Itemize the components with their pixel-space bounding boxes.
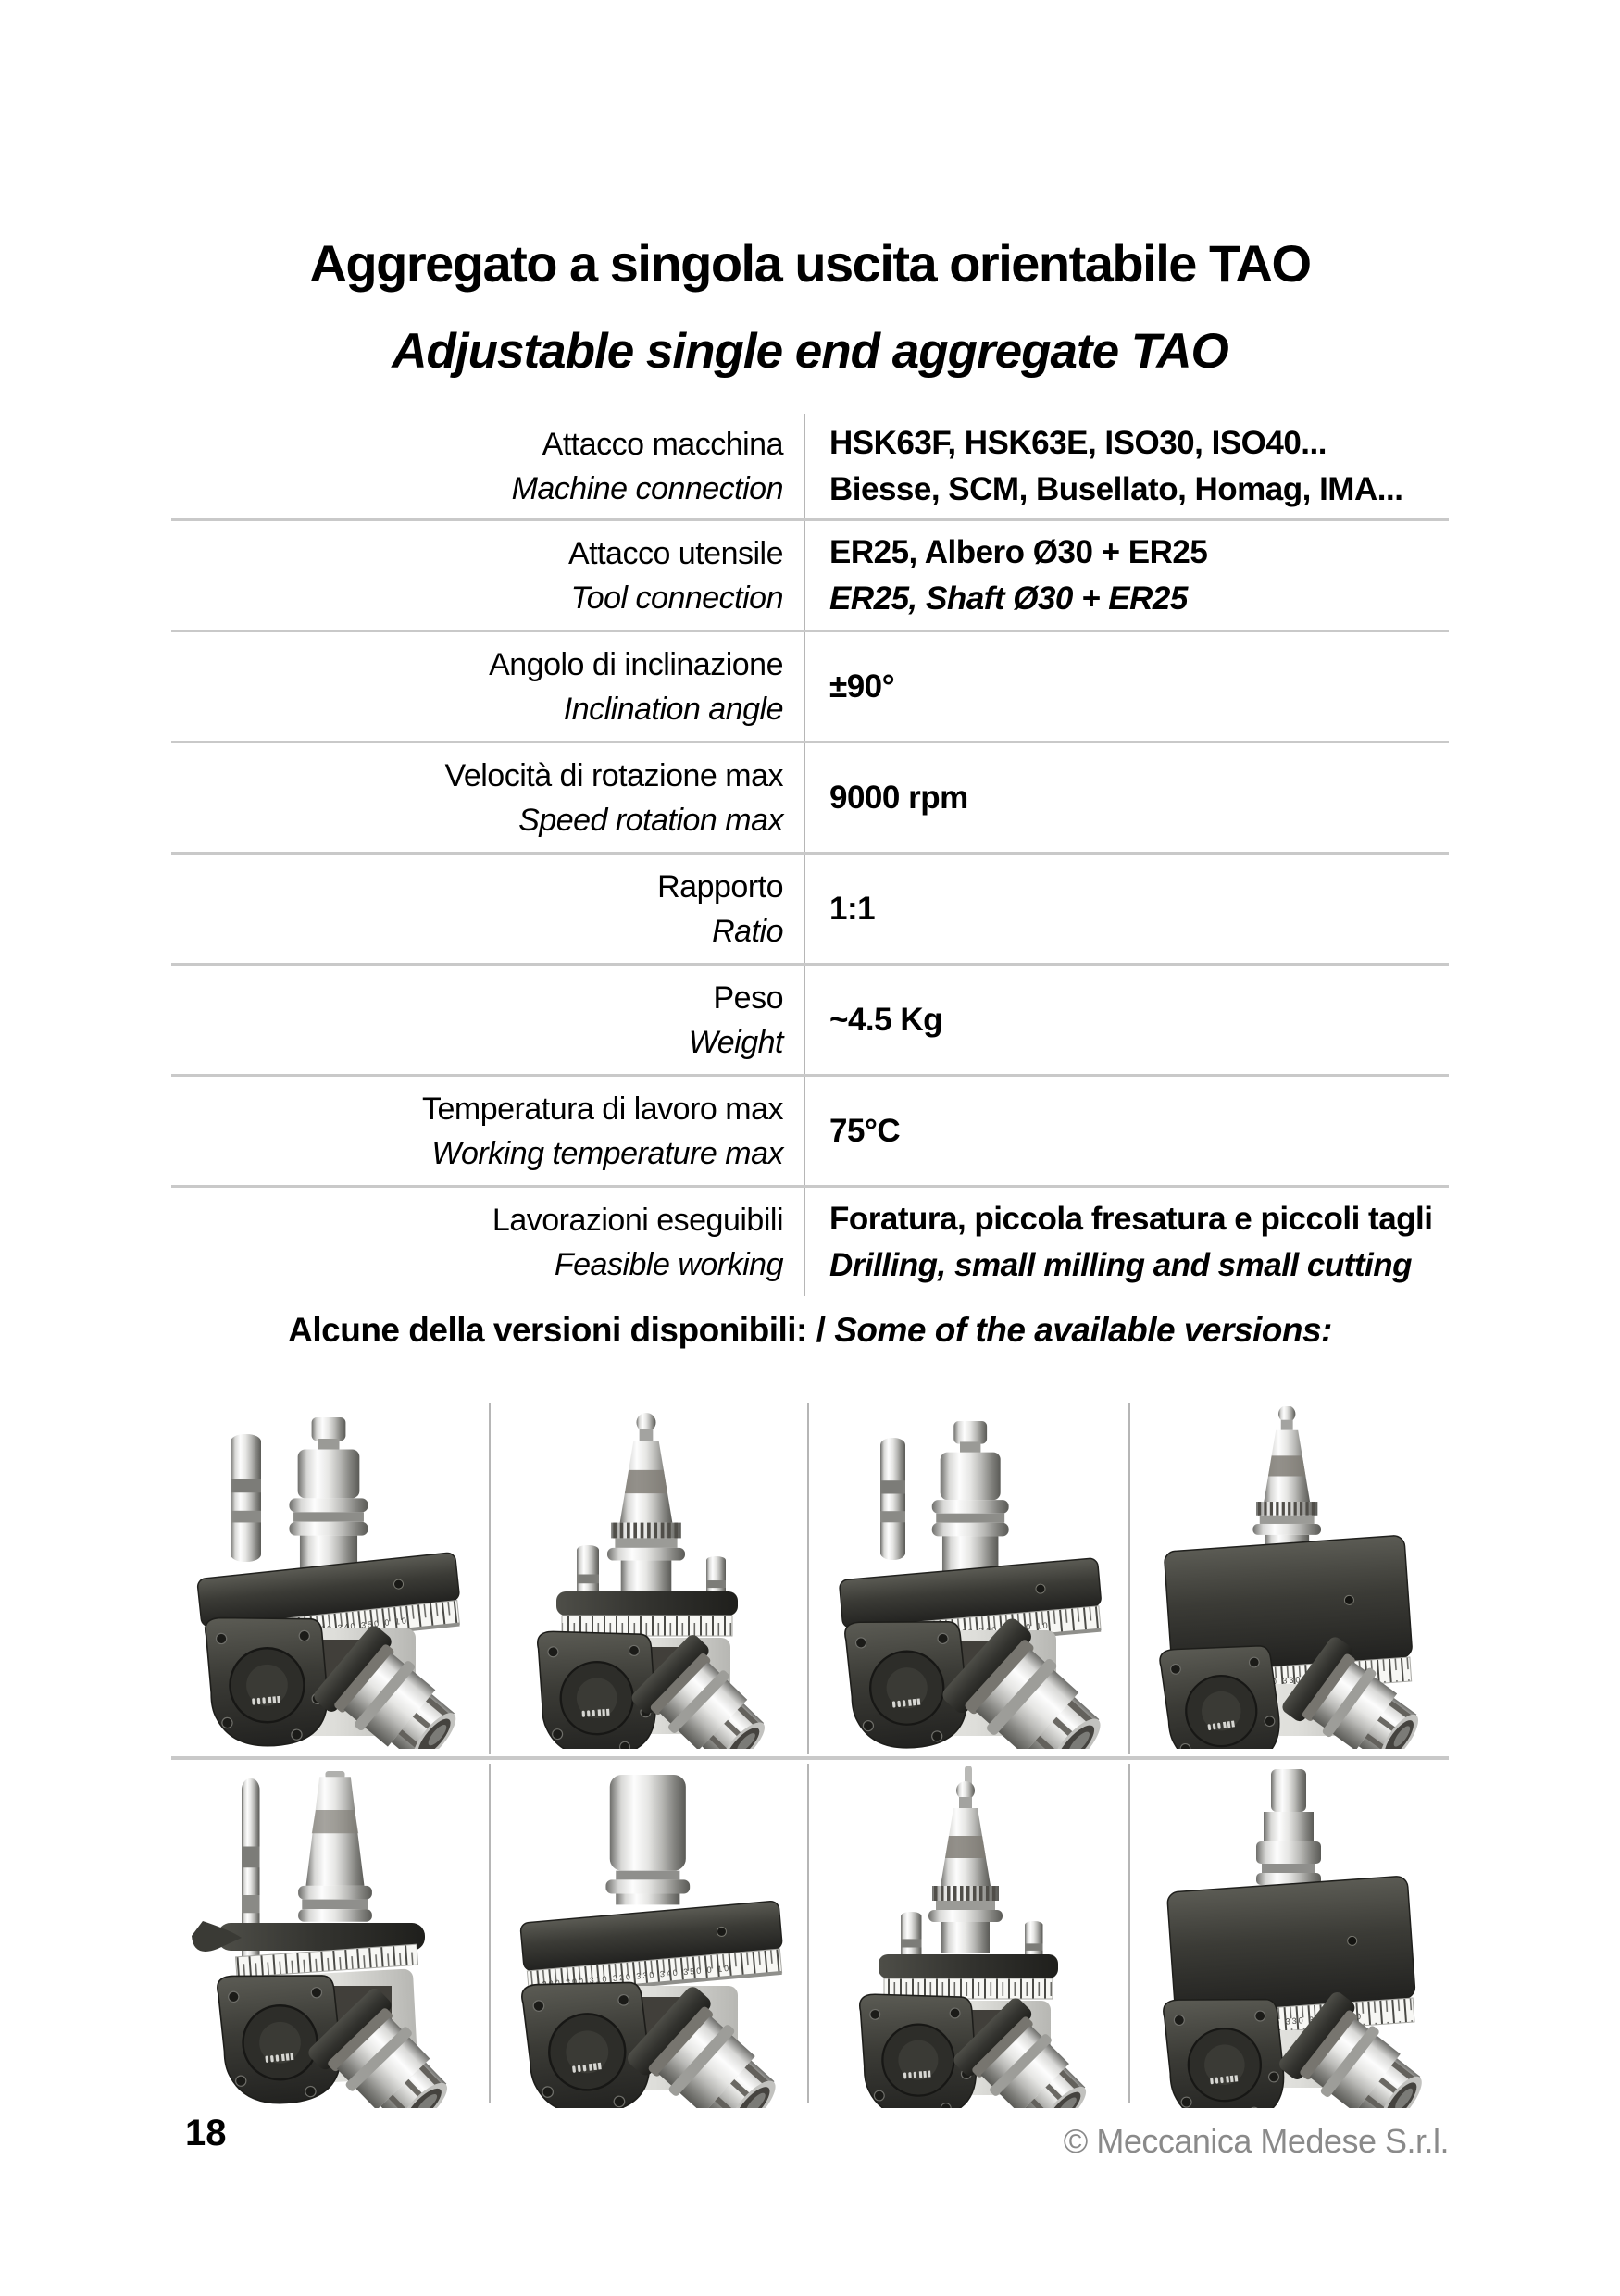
product-photo-2: [495, 1406, 801, 1749]
angle-head-illustration: [177, 1406, 482, 1749]
gallery-row-divider: [171, 1756, 1449, 1760]
angle-head-illustration: [1136, 1406, 1441, 1749]
spec-value: ±90°: [829, 668, 895, 705]
spec-value: 1:1: [829, 890, 876, 927]
spec-label: Lavorazioni eseguibili Feasible working: [171, 1188, 805, 1296]
product-photo-6: [495, 1766, 801, 2108]
spec-label: Rapporto Ratio: [171, 855, 805, 963]
spec-row: [171, 741, 1449, 852]
gallery-column-divider: [807, 1764, 809, 2103]
spec-label: Peso Weight: [171, 966, 805, 1074]
spec-value: ER25, Albero Ø30 + ER25 ER25, Shaft Ø30 + ER25: [829, 533, 1208, 617]
copyright-notice: © Meccanica Medese S.r.l.: [1063, 2122, 1449, 2160]
spec-row: [171, 963, 1449, 1074]
angle-head-illustration: [495, 1766, 801, 2108]
spec-value: ~4.5 Kg: [829, 1001, 942, 1038]
gallery-column-divider: [489, 1764, 491, 2103]
spec-value: 75°C: [829, 1112, 901, 1149]
spec-row: [171, 1185, 1449, 1296]
spec-row: [171, 414, 1449, 518]
versions-gallery: [171, 1393, 1449, 2103]
product-photo-8: [1136, 1766, 1441, 2108]
product-photo-4: [1136, 1406, 1441, 1749]
gallery-column-divider: [807, 1403, 809, 1754]
spec-row: [171, 852, 1449, 963]
gallery-column-divider: [1128, 1403, 1130, 1754]
spec-row: [171, 518, 1449, 630]
angle-head-illustration: [1136, 1766, 1441, 2108]
product-photo-5: [177, 1766, 482, 2108]
spec-label: Attacco utensile Tool connection: [171, 521, 805, 630]
angle-head-illustration: [816, 1406, 1121, 1749]
page-number: 18: [185, 2113, 227, 2153]
product-photo-3: [816, 1406, 1121, 1749]
gallery-column-divider: [1128, 1764, 1130, 2103]
page-title: Aggregato a singola uscita orientabile TAO: [309, 234, 1311, 293]
page-subtitle: Adjustable single end aggregate TAO: [392, 324, 1228, 379]
spec-value: HSK63F, HSK63E, ISO30, ISO40... Biesse, SCM, Busellato, Homag, IMA...: [829, 424, 1403, 507]
angle-head-illustration: [495, 1406, 801, 1749]
angle-head-illustration: [177, 1766, 482, 2108]
spec-label: Angolo di inclinazione Inclination angle: [171, 632, 805, 741]
spec-label: Temperatura di lavoro max Working temperature max: [171, 1077, 805, 1185]
spec-value: 9000 rpm: [829, 779, 968, 816]
spec-value: Foratura, piccola fresatura e piccoli tagli Drilling, small milling and small cutting: [829, 1200, 1433, 1283]
spec-label: Attacco macchina Machine connection: [171, 414, 805, 518]
angle-head-illustration: [816, 1766, 1121, 2108]
spec-label: Velocità di rotazione max Speed rotation max: [171, 743, 805, 852]
gallery-caption: Alcune della versioni disponibili: / Some of the available versions:: [288, 1311, 1332, 1349]
spec-table: [171, 414, 1449, 1296]
gallery-column-divider: [489, 1403, 491, 1754]
product-photo-7: [816, 1766, 1121, 2108]
spec-row: [171, 630, 1449, 741]
product-photo-1: [177, 1406, 482, 1749]
spec-row: [171, 1074, 1449, 1185]
